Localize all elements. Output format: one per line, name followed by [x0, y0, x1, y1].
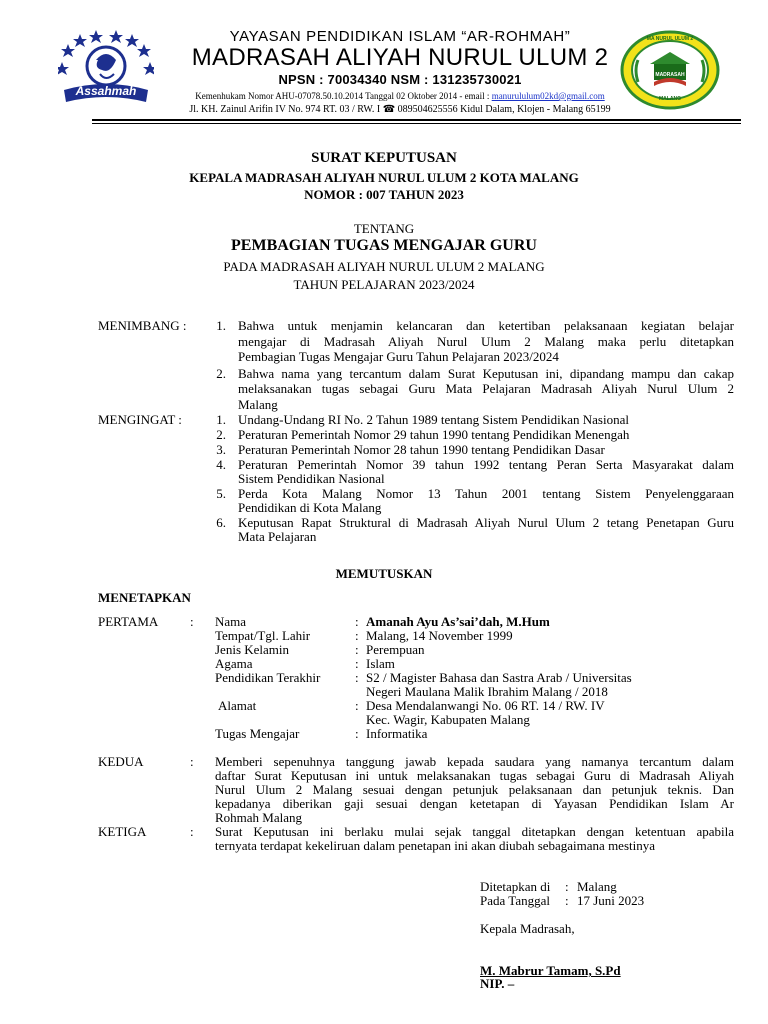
mengingat-label: MENGINGAT : [98, 412, 182, 427]
mengingat-item-line: Sistem Pendidikan Nasional [238, 471, 385, 486]
field-label-gender: Jenis Kelamin [215, 642, 290, 657]
menimbang-item-number: 2. [216, 366, 226, 381]
signatory-name: M. Mabrur Tamam, S.Pd [480, 963, 621, 978]
field-value-gender: Perempuan [366, 642, 425, 657]
kedua-line: Nurul Ulum 2 Malang sesuai dengan petunjuk pelaksanaan dan petunjuk teknis. Dan [215, 782, 734, 797]
place-value: Malang [577, 879, 617, 894]
decree-topic-line3: TAHUN PELAJARAN 2023/2024 [293, 277, 475, 292]
date-colon: : [565, 893, 569, 908]
field-colon: : [355, 670, 359, 685]
left-logo-text: Assahmah [75, 84, 137, 98]
kedua-line: daftar Surat Keputusan ini untuk melaksanakan tugas sebagai Guru di Madrasah Aliyah [215, 768, 734, 783]
field-value-ttl: Malang, 14 November 1999 [366, 628, 513, 643]
foundation-name: YAYASAN PENDIDIKAN ISLAM “AR-ROHMAH” [229, 28, 571, 45]
place-colon: : [565, 879, 569, 894]
mengingat-item-number: 3. [216, 442, 226, 457]
letterhead-rule-thin [92, 123, 741, 124]
field-value-address: Desa Mendalanwangi No. 06 RT. 14 / RW. IV [366, 698, 605, 713]
menimbang-item-line: melaksanakan tugas sebagai Guru Mata Pelajaran Madrasah Aliyah Nurul Ulum 2 [238, 381, 734, 396]
decree-number: NOMOR : 007 TAHUN 2023 [304, 187, 464, 202]
kedua-line: kepadanya diberikan gaji sesuai dengan ketetapan di Yayasan Pendidikan Islam Ar [215, 796, 734, 811]
mengingat-item-line: Keputusan Rapat Struktural di Madrasah Aliyah Nurul Ulum 2 tetang Penetapan Guru [238, 515, 734, 530]
school-address: Jl. KH. Zainul Arifin IV No. 974 RT. 03 / RW. I ☎ 089504625556 Kidul Dalam, Klojen - Malang 65199 [189, 104, 611, 115]
ketiga-label: KETIGA [98, 824, 147, 839]
tentang-label: TENTANG [353, 221, 415, 236]
decree-title: SURAT KEPUTUSAN [311, 150, 457, 166]
letterhead-rule-thick [92, 119, 741, 121]
field-label-education: Pendidikan Terakhir [215, 670, 321, 685]
kedua-line: Memberi sepenuhnya tanggung jawab kepada saudara yang namanya tercantum dalam [215, 754, 734, 769]
menimbang-label: MENIMBANG : [98, 318, 187, 333]
date-value: 17 Juni 2023 [577, 893, 645, 908]
menimbang-item-line: Pembagian Tugas Mengajar Guru Tahun Pelajaran 2023/2024 [238, 349, 559, 364]
mengingat-item-number: 5. [216, 486, 226, 501]
npsn-nsm: NPSN : 70034340 NSM : 131235730021 [278, 72, 522, 87]
mengingat-item-line: Pendidikan di Kota Malang [238, 500, 382, 515]
place-label: Ditetapkan di [480, 879, 551, 894]
memutuskan-heading: MEMUTUSKAN [335, 566, 433, 581]
field-colon: : [355, 614, 359, 629]
signatory-nip: NIP. – [480, 976, 515, 991]
menimbang-item-line: Malang [238, 397, 278, 412]
mengingat-item-number: 4. [216, 457, 226, 472]
mengingat-item-number: 2. [216, 427, 226, 442]
ketiga-line: Surat Keputusan ini berlaku mulai sejak tanggal ditetapkan dengan ketentuan apabila [215, 824, 734, 839]
decree-text: Kemenhukam Nomor AHU-07078.50.10.2014 Tanggal 02 Oktober 2014 - email : [195, 91, 492, 101]
field-value-address: Kec. Wagir, Kabupaten Malang [366, 712, 530, 727]
menetapkan-heading: MENETAPKAN [98, 590, 191, 605]
mengingat-item-number: 1. [216, 412, 226, 427]
school-name: MADRASAH ALIYAH NURUL ULUM 2 [191, 44, 609, 71]
menimbang-item-line: Bahwa untuk menjamin kelancaran dan ketertiban pelaksanaan kegiatan belajar [238, 318, 734, 333]
field-label-nama: Nama [215, 614, 247, 629]
field-label-subject: Tugas Mengajar [215, 726, 300, 741]
field-label-religion: Agama [215, 656, 253, 671]
right-logo-center-text: MADRASAH [655, 72, 685, 78]
mengingat-item-line: Mata Pelajaran [238, 529, 317, 544]
kedua-label: KEDUA [98, 754, 144, 769]
field-value-education: S2 / Magister Bahasa dan Sastra Arab / Universitas [366, 670, 632, 685]
ketiga-colon: : [190, 824, 194, 839]
field-colon: : [355, 656, 359, 671]
mengingat-item-line: Peraturan Pemerintah Nomor 28 tahun 1990 tentang Pendidikan Dasar [238, 442, 605, 457]
field-label-address: Alamat [218, 698, 257, 713]
menimbang-item-line: Bahwa nama yang tercantum dalam Surat Keputusan ini, dipandang mampu dan cakap [238, 366, 734, 381]
decree-topic-line2: PADA MADRASAH ALIYAH NURUL ULUM 2 MALANG [223, 259, 545, 274]
field-label-ttl: Tempat/Tgl. Lahir [215, 628, 311, 643]
signatory-role: Kepala Madrasah, [480, 921, 575, 936]
field-colon: : [355, 726, 359, 741]
right-logo-top-text: MA NURUL ULUM 2 [646, 36, 694, 42]
mengingat-item-line: Peraturan Pemerintah Nomor 39 tahun 1992 tentang Peran Serta Masyarakat dalam [238, 457, 734, 472]
email-link[interactable]: manurululum02kd@gmail.com [491, 91, 605, 101]
decree-topic: PEMBAGIAN TUGAS MENGAJAR GURU [231, 237, 537, 254]
field-colon: : [355, 642, 359, 657]
decree-issuer: KEPALA MADRASAH ALIYAH NURUL ULUM 2 KOTA MALANG [189, 170, 579, 185]
mengingat-item-line: Undang-Undang RI No. 2 Tahun 1989 tentang Sistem Pendidikan Nasional [238, 412, 629, 427]
field-colon: : [355, 628, 359, 643]
right-logo-bottom-text: MALANG [659, 96, 681, 102]
field-value-education: Negeri Maulana Malik Ibrahim Malang / 2018 [366, 684, 608, 699]
field-value-religion: Islam [366, 656, 395, 671]
decree-line [150, 91, 650, 101]
field-colon: : [355, 698, 359, 713]
field-value-nama: Amanah Ayu As’sai’dah, M.Hum [366, 614, 550, 629]
kedua-line: Rohmah Malang [215, 810, 303, 825]
kedua-colon: : [190, 754, 194, 769]
mengingat-item-line: Peraturan Pemerintah Nomor 29 tahun 1990 tentang Pendidikan Menengah [238, 427, 630, 442]
menimbang-item-number: 1. [216, 318, 226, 333]
mengingat-item-line: Perda Kota Malang Nomor 13 Tahun 2001 tentang Sistem Penyelenggaraan [238, 486, 734, 501]
pertama-colon: : [190, 614, 194, 629]
ketiga-line: ternyata terdapat kekeliruan dalam penetapan ini akan diubah sebagaimana mestinya [215, 838, 656, 853]
pertama-label: PERTAMA [98, 614, 159, 629]
field-value-subject: Informatika [366, 726, 428, 741]
date-label: Pada Tanggal [480, 893, 550, 908]
mengingat-item-number: 6. [216, 515, 226, 530]
menimbang-item-line: mengajar di Madrasah Aliyah Nurul Ulum 2 Malang maka perlu ditetapkan [238, 334, 734, 349]
